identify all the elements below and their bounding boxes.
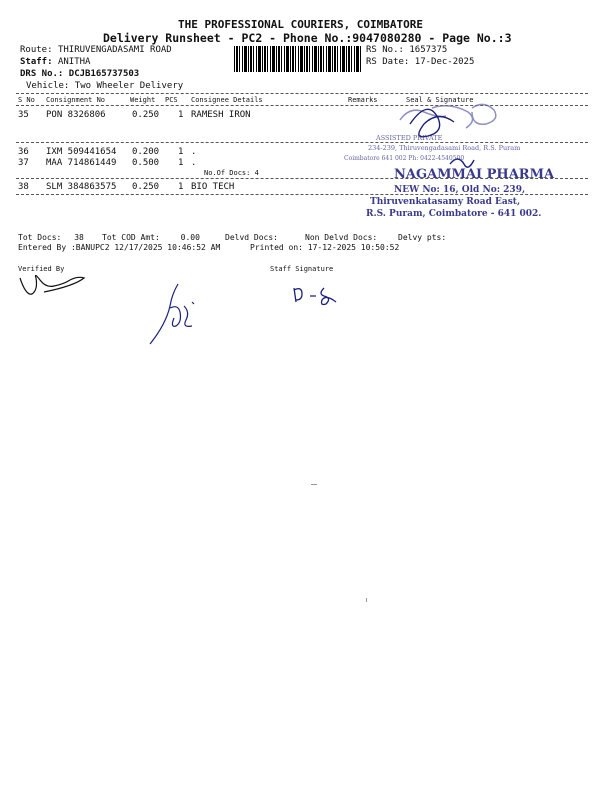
tot-cod-label: Tot COD Amt:	[102, 233, 160, 242]
row-sno: 38	[18, 182, 29, 192]
delvd-docs-label: Delvd Docs:	[225, 233, 278, 242]
tot-docs	[18, 233, 84, 242]
row-consignee: RAMESH IRON	[191, 110, 251, 120]
col-header-seal: Seal & Signature	[406, 96, 474, 104]
row-consignee: .	[191, 147, 197, 157]
vehicle-value: Two Wheeler Delivery	[74, 81, 184, 91]
vehicle-line	[26, 81, 183, 91]
stamp-pin-partial: Coimbatore 641 002 Ph: 0422-4540500	[344, 155, 465, 162]
row-weight: 0.200	[132, 147, 160, 157]
row-weight: 0.500	[132, 158, 160, 168]
docs-count-note: No.Of Docs: 4	[204, 169, 259, 177]
rs-date-value: 17-Dec-2025	[414, 57, 475, 67]
vehicle-label: Vehicle:	[26, 81, 70, 91]
stamp-pharma-line3: R.S. Puram, Coimbatore - 641 002.	[366, 209, 542, 219]
col-header-pcs: PCS	[165, 96, 178, 104]
printed-on: Printed on: 17-12-2025 10:50:52	[250, 243, 400, 252]
staff-signature	[290, 284, 346, 306]
row-pcs: 1	[178, 110, 184, 120]
route-line	[20, 45, 172, 55]
tot-docs-label: Tot Docs:	[18, 233, 62, 242]
col-header-weight: Weight	[130, 96, 156, 104]
row-sno: 36	[18, 147, 29, 157]
row-sno: 35	[18, 110, 29, 120]
scan-speck	[366, 598, 367, 602]
stamp-pharma-name: NAGAMMAI PHARMA	[394, 167, 555, 182]
seal-stamp-area	[340, 100, 572, 230]
route-label: Route:	[20, 45, 53, 55]
staff-label: Staff:	[20, 57, 53, 67]
row-consignment: MAA 714861449	[46, 158, 117, 168]
tot-cod	[102, 233, 200, 242]
staff-signature-label: Staff Signature	[270, 265, 334, 273]
entered-by: Entered By :BANUPC2 12/17/2025 10:46:52 AM	[18, 243, 221, 252]
row-pcs: 1	[178, 158, 184, 168]
row-pcs: 1	[178, 147, 184, 157]
handwritten-signature	[140, 278, 210, 350]
row-consignment: PON 8326806	[46, 110, 106, 120]
rs-no-value: 1657375	[409, 45, 448, 55]
staff-value: ANITHA	[57, 57, 91, 67]
drs-barcode	[234, 46, 362, 72]
stamp-pharma-line1: NEW No: 16, Old No: 239,	[394, 185, 526, 195]
row-consignee: .	[191, 158, 197, 168]
col-header-consignee: Consignee Details	[191, 96, 263, 104]
row-consignee: BIO TECH	[191, 182, 235, 192]
col-header-sno: S No	[18, 96, 35, 104]
stamp-pharma-line2: Thiruvenkatasamy Road East,	[370, 197, 521, 207]
stamp-company-partial: ASSISTED PRIVATE	[376, 134, 443, 142]
scan-speck	[311, 484, 317, 485]
staff-line	[20, 57, 90, 67]
route-value: THIRUVENGADASAMI ROAD	[57, 45, 172, 55]
col-header-remarks: Remarks	[348, 96, 378, 104]
rs-date-line	[366, 57, 474, 67]
verified-signature	[14, 270, 94, 302]
runsheet-title: Delivery Runsheet - PC2 - Phone No.:9047080280 - Page No.:3	[103, 31, 512, 45]
drs-line	[20, 69, 139, 79]
row-consignment: IXM 509441654	[46, 147, 117, 157]
col-header-consignment: Consignment No	[46, 96, 106, 104]
drs-value: DCJB165737503	[68, 69, 140, 79]
row-weight: 0.250	[132, 182, 160, 192]
tot-cod-value: 0.00	[180, 233, 200, 242]
rs-date-label: RS Date:	[366, 57, 410, 67]
row-consignment: SLM 384863575	[46, 182, 117, 192]
tot-docs-value: 38	[74, 233, 84, 242]
row-weight: 0.250	[132, 110, 160, 120]
row-sno: 37	[18, 158, 29, 168]
delvy-pts-label: Delvy pts:	[398, 233, 447, 242]
rs-no-line	[366, 45, 447, 55]
row-pcs: 1	[178, 182, 184, 192]
stamp-address-partial: 234-239, Thiruvengadasami Road, R.S. Puram	[368, 144, 521, 152]
drs-label: DRS No.:	[20, 69, 64, 79]
company-title: THE PROFESSIONAL COURIERS, COIMBATORE	[178, 18, 424, 31]
verified-by-label: Verified By	[18, 265, 65, 273]
non-delvd-docs-label: Non Delvd Docs:	[305, 233, 378, 242]
rs-no-label: RS No.:	[366, 45, 404, 55]
header-top-rule	[16, 93, 588, 94]
